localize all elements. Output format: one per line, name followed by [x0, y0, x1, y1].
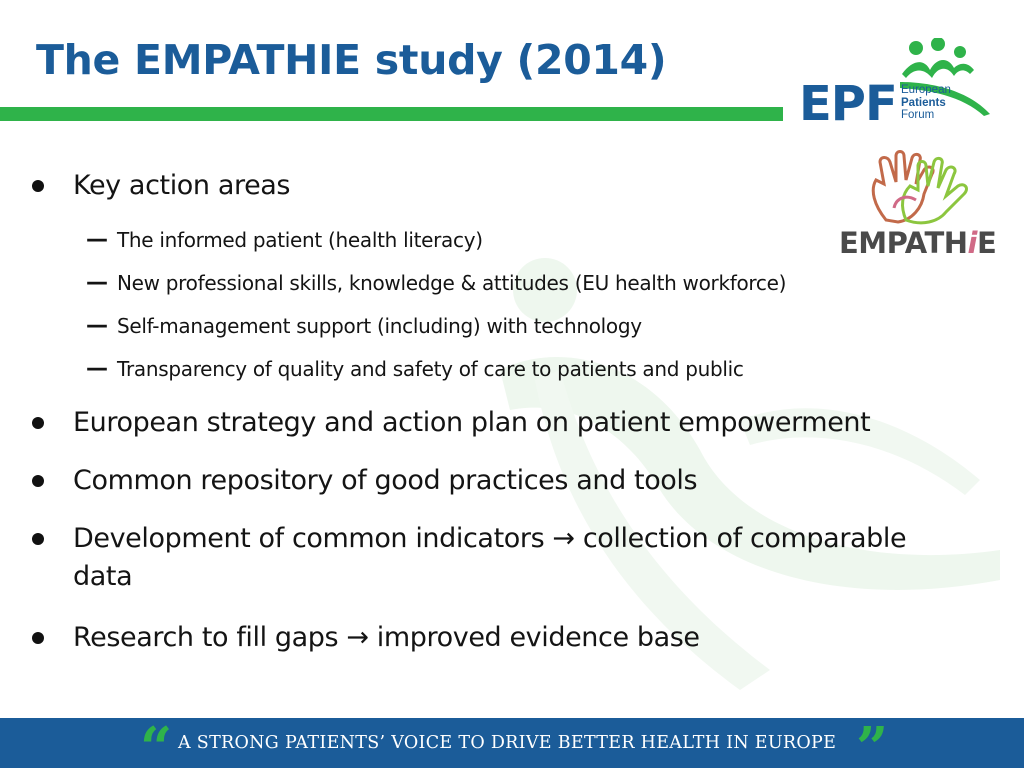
- bullet-dot-icon: [32, 180, 44, 192]
- epf-logo-letters: EPF: [799, 76, 897, 132]
- footer-banner: [0, 715, 1024, 781]
- sub-bullet-text: New professional skills, knowledge & attitudes (EU health workforce): [117, 271, 787, 295]
- empathie-word-i: i: [967, 226, 977, 260]
- sub-bullet-dash: —: [86, 227, 108, 252]
- empathie-word-main: EMPATH: [839, 226, 968, 260]
- bullet-dot-icon: [32, 632, 44, 644]
- bullet-text: Common repository of good practices and tools: [73, 465, 698, 496]
- sub-bullet-text: Self-management support (including) with technology: [117, 314, 642, 338]
- sub-bullet-text: Transparency of quality and safety of care to patients and public: [117, 357, 744, 381]
- footer-slogan: A STRONG PATIENTS’ VOICE TO DRIVE BETTER HEALTH IN EUROPE: [178, 733, 837, 753]
- epf-name-line-3: Forum: [901, 109, 935, 121]
- open-quote-icon: “: [140, 715, 173, 781]
- bullet-text: Research to fill gaps → improved evidence base: [73, 622, 700, 653]
- empathie-word-end: E: [976, 226, 997, 260]
- close-quote-icon: ”: [856, 715, 889, 781]
- sub-bullet-dash: —: [86, 270, 108, 295]
- bullet-text: Development of common indicators → collection of comparable data: [73, 523, 907, 592]
- sub-bullet-text: The informed patient (health literacy): [117, 228, 483, 252]
- bullet-dot-icon: [32, 533, 44, 545]
- bullet-text: European strategy and action plan on patient empowerment: [73, 407, 871, 438]
- sub-bullet-dash: —: [86, 313, 108, 338]
- epf-name-line-2: Patients: [901, 96, 946, 109]
- epf-name-line-1: European: [901, 84, 951, 96]
- sub-bullet-dash: —: [86, 356, 108, 381]
- bullet-dot-icon: [32, 417, 44, 429]
- bullet-text: Key action areas: [73, 170, 291, 201]
- bullet-dot-icon: [32, 475, 44, 487]
- slide-title: The EMPATHIE study (2014): [36, 36, 667, 84]
